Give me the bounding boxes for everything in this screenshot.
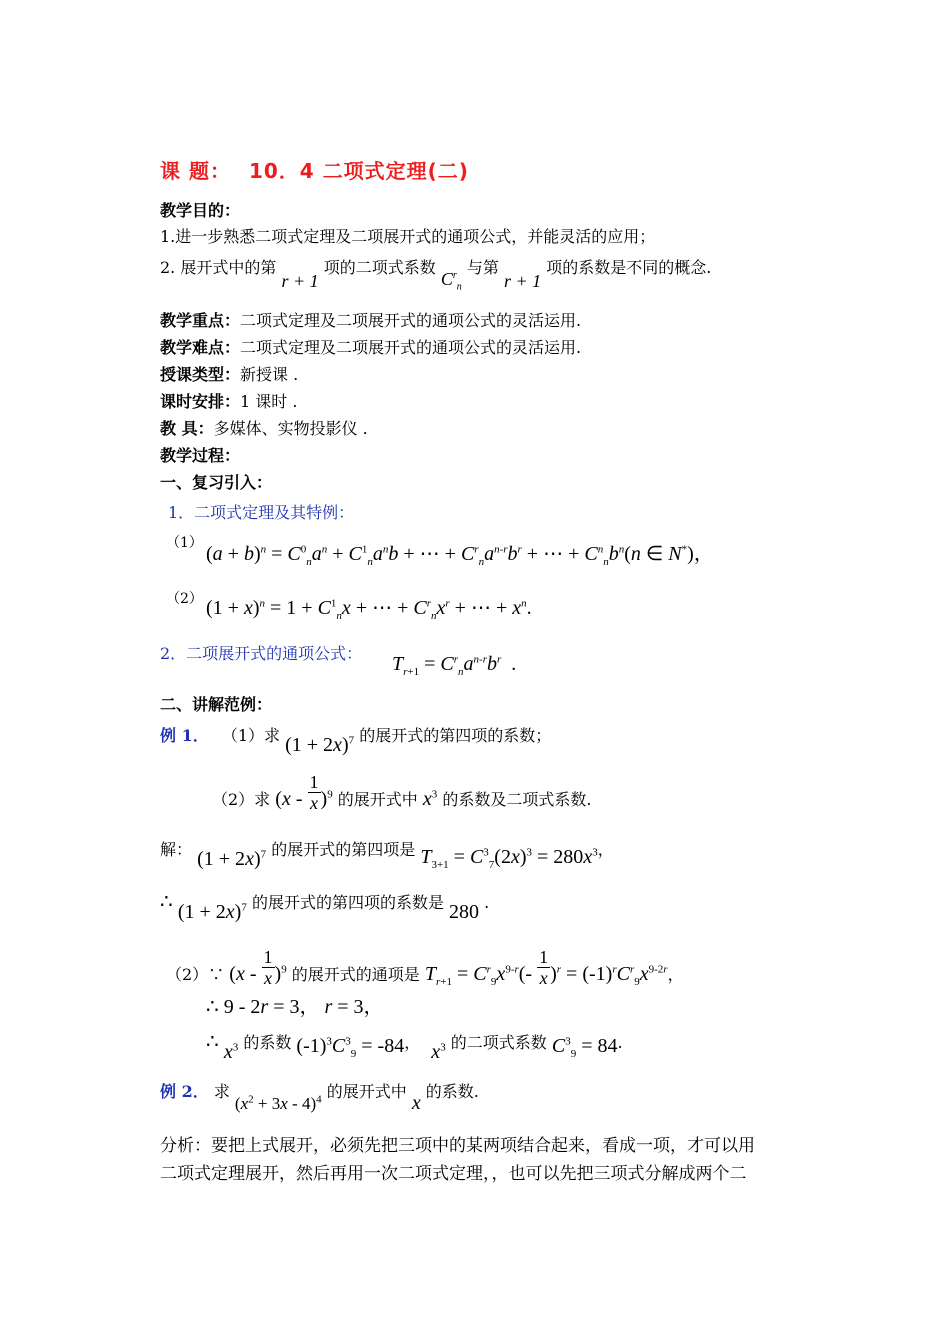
ex2-expr: $(x^2 + 3x - 4)^4$ <box>234 1093 322 1113</box>
binomial-theorem-formula: $(a + b)^n = C^0_na^n + C^1_na^nb$ + ⋯ + $C^r_na^{n-r}b^r$ + ⋯ + $C^n_nb^n(n$ ∈ N*)， <box>206 543 714 568</box>
key-point-label: 教学重点： <box>160 311 241 330</box>
x3-term: $x^3$ <box>223 1041 239 1063</box>
key-point-text: 二项式定理及二项展开式的通项公式的灵活运用. <box>240 311 582 330</box>
ex1-q2-part-a: （2）求 <box>212 790 271 810</box>
formula-1-label: （1） <box>166 535 203 551</box>
therefore-symbol: ∴ <box>160 889 173 913</box>
goal-item-1: 1.进一步熟悉二项式定理及二项展开式的通项公式，并能灵活的应用； <box>160 227 656 246</box>
review-heading: 一、复习引入： <box>160 473 273 492</box>
examples-heading: 二、讲解范例： <box>160 695 273 714</box>
review-item-2: 2．二项展开式的通项公式： <box>160 644 363 663</box>
solution-label: 解： <box>160 840 193 859</box>
difficulty-label: 教学难点： <box>160 338 241 357</box>
ex1-q1-formula: $(1 + 2x)^7$ <box>285 734 355 756</box>
title-text: 10．4 二项式定理(二) <box>248 159 469 183</box>
review-item-1: 1．二项式定理及其特例： <box>168 503 355 522</box>
schedule-text: 1 课时 . <box>240 392 298 411</box>
ex2-part-c: 的系数. <box>425 1082 479 1101</box>
goal-2-part-b: 项的二项式系数 <box>323 258 436 277</box>
page-title <box>160 160 469 182</box>
therefore-symbol-2: ∴ <box>206 1029 219 1053</box>
example-2 <box>160 1080 479 1114</box>
lesson-type-label: 授课类型： <box>160 365 241 384</box>
ex2-part-a: 求 <box>213 1082 230 1101</box>
r-plus-1-formula-2: r + 1 <box>503 271 542 291</box>
ex1-q1-part-b: 的展开式的第四项的系数； <box>359 726 552 745</box>
formula-2-label: （2） <box>166 591 203 607</box>
value-280: 280 <box>449 901 480 923</box>
binomial-coef-formula: $C^r_n$ <box>440 269 462 293</box>
binom-coef-value: $C^3_9 = 84$ <box>551 1035 618 1060</box>
sol2-part-d: 的二项式系数 <box>450 1033 547 1052</box>
coef-value: $(-1)^3C^3_9 = -84$ <box>296 1035 405 1060</box>
sol1-part-b: 的展开式的第四项是 <box>271 840 416 859</box>
x-cubed-formula: $x^3$ <box>422 788 438 811</box>
special-case-formula: $(1 + x)^n = 1 + C^1_nx$ + ⋯ + $C^r_nx^r$ + ⋯ + $x^n$. <box>206 597 532 622</box>
ex1-q2-part-c: 的系数及二项式系数. <box>442 790 592 810</box>
sol2-label: （2）∵ <box>166 965 225 985</box>
example-1-q1 <box>160 724 552 756</box>
goal-item-2 <box>160 256 712 293</box>
sol1-term-formula: $T_{3+1} = C^3_7(2x)^3 = 280x^3$ <box>420 846 598 871</box>
tools-text: 多媒体、实物投影仪 . <box>213 419 368 438</box>
ex1-q2-part-b: 的展开式中 <box>337 790 418 810</box>
x3-term-2: $x^3$ <box>431 1041 446 1063</box>
ex1-q2-formula: (x - $\frac{1}{x}$ )$^9$ <box>275 772 333 813</box>
process-heading: 教学过程： <box>160 446 241 465</box>
schedule-row <box>160 391 297 413</box>
difficulty-text: 二项式定理及二项展开式的通项公式的灵活运用. <box>240 338 582 357</box>
sol2-result: ∴ $x^3$ 的系数 $(-1)^3C^3_9 = -84$， $x^3$ 的二项式系数 $C^3_9 = 84$. <box>206 1029 623 1063</box>
sol1c-expr: $(1 + 2x)^7$ <box>177 901 247 923</box>
tools-row <box>160 418 368 440</box>
ex2-x: x <box>411 1092 421 1114</box>
sol1-expr: $(1 + 2x)^7$ <box>197 848 267 870</box>
title-label: 课 题： <box>160 159 231 183</box>
sol2-step-equation: ∴ 9 - 2r = 3， r = 3， <box>206 996 384 1018</box>
analysis-line-1: 分析：要把上式展开，必须先把三项中的某两项结合起来，看成一项，才可以用 <box>160 1136 755 1156</box>
ex1-q1-part-a: （1）求 <box>221 726 280 745</box>
solution-2: （2）∵ (x - $\frac{1}{x}$ )$^9$ 的展开式的通项是 $T_{r+1} = C^r_9x^{9-r}(-$ $\frac{1}{x}$ )$^r = (-1)^rC^r_9x^{9-2r}$， <box>166 947 684 989</box>
key-point-row <box>160 310 581 332</box>
general-term-formula: $T_{r+1} = C^r_na^{n-r}b^r$ . <box>392 653 517 678</box>
solution-1: 解： $(1 + 2x)^7$ 的展开式的第四项是 $T_{3+1} = C^3_7(2x)^3 = 280x^3$， <box>160 840 614 871</box>
schedule-label: 课时安排： <box>160 392 241 411</box>
difficulty-row <box>160 337 581 359</box>
goal-2-part-a: 2. 展开式中的第 <box>160 258 277 277</box>
example-2-label: 例 2． <box>160 1082 209 1101</box>
solution-1-conclusion: ∴ $(1 + 2x)^7$ 的展开式的第四项的系数是 280 . <box>160 889 490 923</box>
lesson-type-row <box>160 364 298 386</box>
sol2-part-b: 的展开式的通项是 <box>291 965 420 985</box>
sol2-part-c: 的系数 <box>243 1033 292 1052</box>
ex2-part-b: 的展开式中 <box>326 1082 407 1101</box>
goal-2-part-d: 项的系数是不同的概念. <box>546 258 712 277</box>
sol1-part-c: 的展开式的第四项的系数是 <box>251 893 444 912</box>
sol2-expr: (x - $\frac{1}{x}$ )$^9$ <box>229 947 287 988</box>
analysis-line-2: 二项式定理展开，然后再用一次二项式定理，，也可以先把三项式分解成两个二 <box>160 1164 747 1184</box>
r-plus-1-formula: r + 1 <box>281 271 319 291</box>
sol2-general-term: $T_{r+1} = C^r_9x^{9-r}(-$ $\frac{1}{x}$ )$^r = (-1)^rC^r_9x^{9-2r}$ <box>424 947 668 989</box>
goals-heading: 教学目的： <box>160 201 241 220</box>
example-1-label: 例 1． <box>160 726 209 745</box>
tools-label: 教 具： <box>160 419 214 438</box>
lesson-type-text: 新授课 . <box>240 365 299 384</box>
goal-2-part-c: 与第 <box>466 258 499 277</box>
example-1-q2 <box>212 772 592 830</box>
